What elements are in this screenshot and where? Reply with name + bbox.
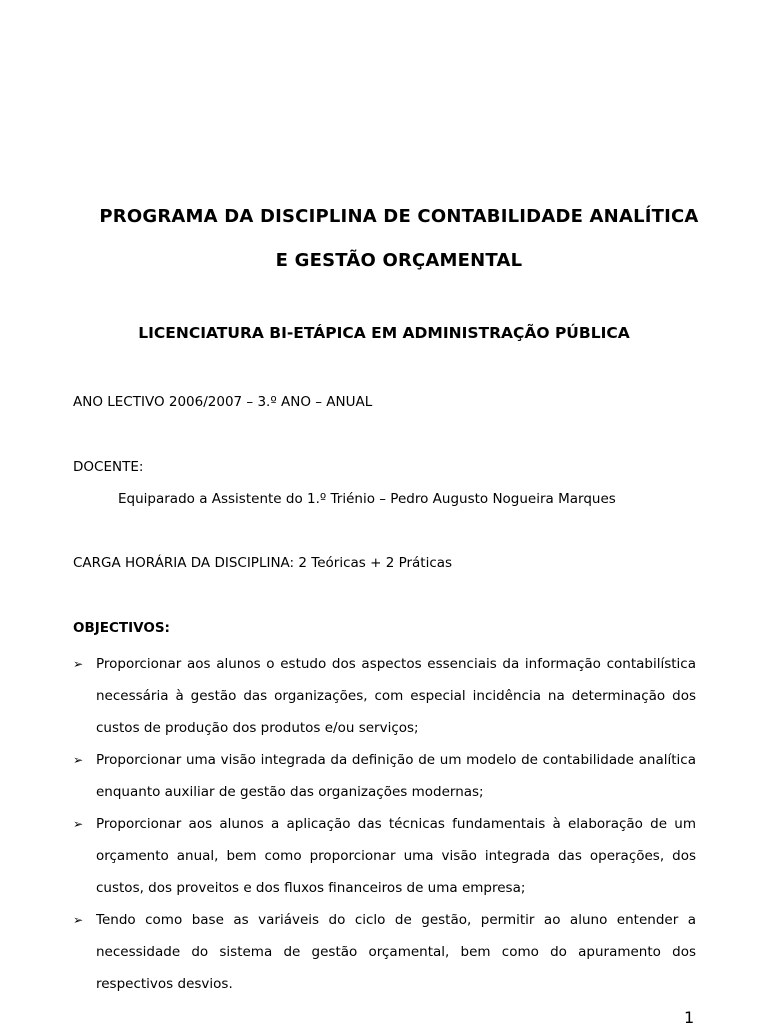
docente-name: Equiparado a Assistente do 1.º Triénio – Pedro Augusto Nogueira Marques [118,491,616,507]
arrow-bullet-icon: ➢ [73,753,84,767]
list-item [73,648,696,744]
arrow-bullet-icon: ➢ [73,817,84,831]
arrow-bullet-icon: ➢ [73,913,84,927]
objective-text: Proporcionar aos alunos a aplicação das técnicas fundamentais à elaboração de um orçamento anual, bem como proporcionar uma visão integrada das operações, dos custos, dos proveitos e dos fluxos financeiros de uma empresa; [96,816,696,896]
docente-label: DOCENTE: [73,459,144,475]
workload: CARGA HORÁRIA DA DISCIPLINA: 2 Teóricas + 2 Práticas [73,555,453,571]
academic-year: ANO LECTIVO 2006/2007 – 3.º ANO – ANUAL [73,394,373,410]
objective-text: Proporcionar aos alunos o estudo dos aspectos essenciais da informação contabilística necessária à gestão das organizações, com especial incidência na determinação dos custos de produção dos produtos e/ou serviços; [96,656,696,736]
document-title-line-2: E GESTÃO ORÇAMENTAL [275,250,523,271]
list-item [73,808,696,904]
page-number: 1 [684,1008,695,1027]
objective-text: Proporcionar uma visão integrada da definição de um modelo de contabilidade analítica enquanto auxiliar de gestão das organizações modernas; [96,752,696,800]
document-subtitle: LICENCIATURA BI-ETÁPICA EM ADMINISTRAÇÃO PÚBLICA [138,324,630,342]
arrow-bullet-icon: ➢ [73,657,84,671]
objectives-heading: OBJECTIVOS: [73,620,170,636]
list-item [73,904,696,1000]
document-title-line-1: PROGRAMA DA DISCIPLINA DE CONTABILIDADE ANALÍTICA [99,206,699,227]
objective-text: Tendo como base as variáveis do ciclo de gestão, permitir ao aluno entender a necessidade do sistema de gestão orçamental, bem como do apuramento dos respectivos desvios. [96,912,696,992]
list-item [73,744,696,808]
objectives-list [73,648,696,1000]
